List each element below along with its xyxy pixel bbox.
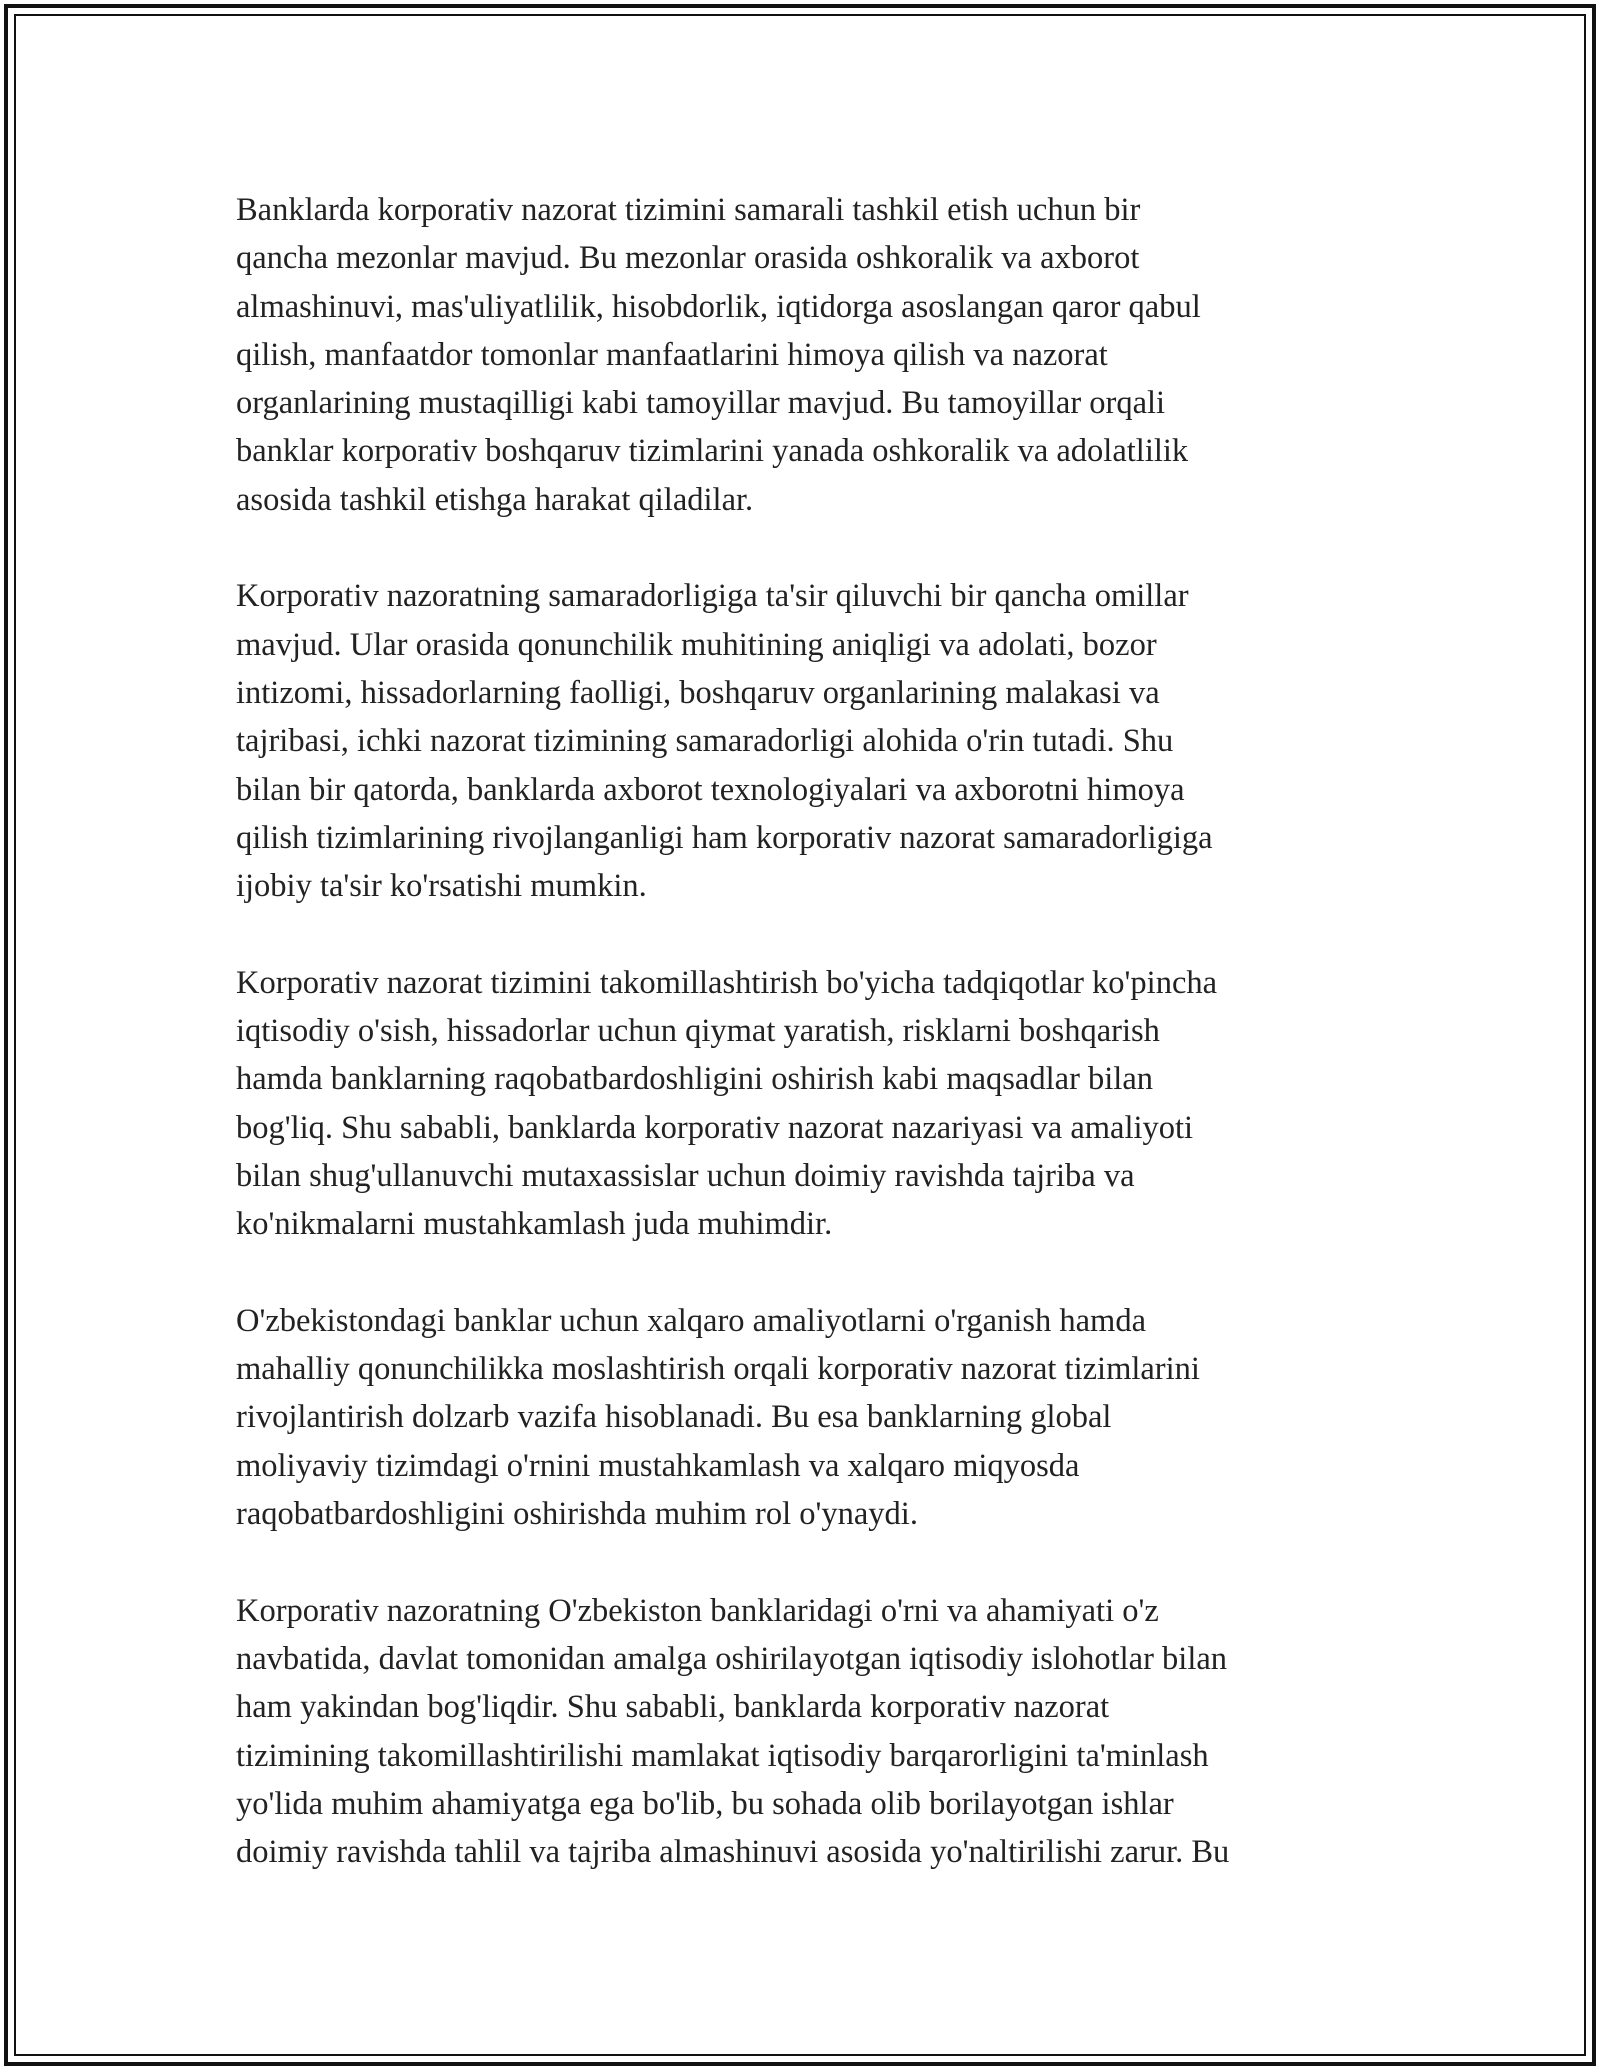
text-line: moliyaviy tizimdagi o'rnini mustahkamlash va xalqaro miqyosda [236,1447,1080,1484]
text-line: Korporativ nazoratning O'zbekiston banklaridagi o'rni va ahamiyati o'z [236,1592,1159,1629]
paragraph-1 [236,186,1366,524]
text-line: almashinuvi, mas'uliyatlilik, hisobdorlik, iqtidorga asoslangan qaror qabul [236,288,1201,325]
text-line: ko'nikmalarni mustahkamlash juda muhimdir. [236,1206,833,1243]
paragraph-5 [236,1587,1366,1877]
text-line: yo'lida muhim ahamiyatga ega bo'lib, bu sohada olib borilayotgan ishlar [236,1785,1174,1822]
text-line: doimiy ravishda tahlil va tajriba almashinuvi asosida yo'naltirilishi zarur. Bu [236,1834,1230,1871]
text-line: O'zbekistondagi banklar uchun xalqaro amaliyotlarni o'rganish hamda [236,1302,1147,1339]
text-line: Korporativ nazoratning samaradorligiga ta'sir qiluvchi bir qancha omillar [236,578,1189,615]
text-line: bilan bir qatorda, banklarda axborot texnologiyalari va axborotni himoya [236,771,1185,808]
text-line: banklar korporativ boshqaruv tizimlarini yanada oshkoralik va adolatlilik [236,433,1189,470]
paragraph-2 [236,572,1366,910]
text-line: raqobatbardoshligini oshirishda muhim rol o'ynaydi. [236,1496,918,1533]
text-line: tajribasi, ichki nazorat tizimining samaradorligi alohida o'rin tutadi. Shu [236,723,1174,760]
paragraph-3 [236,959,1366,1249]
text-line: tizimining takomillashtirilishi mamlakat iqtisodiy barqarorligini ta'minlash [236,1737,1209,1774]
text-line: qilish, manfaatdor tomonlar manfaatlarini himoya qilish va nazorat [236,336,1108,373]
text-line: bog'liq. Shu sababli, banklarda korporativ nazorat nazariyasi va amaliyoti [236,1109,1194,1146]
text-line: ham yakindan bog'liqdir. Shu sababli, banklarda korporativ nazorat [236,1689,1110,1726]
text-line: ijobiy ta'sir ko'rsatishi mumkin. [236,868,647,905]
paragraph-4 [236,1297,1366,1538]
text-line: bilan shug'ullanuvchi mutaxassislar uchun doimiy ravishda tajriba va [236,1157,1135,1194]
text-line: organlarining mustaqilligi kabi tamoyillar mavjud. Bu tamoyillar orqali [236,385,1166,422]
text-line: asosida tashkil etishga harakat qiladilar. [236,481,754,518]
text-line: Banklarda korporativ nazorat tizimini samarali tashkil etish uchun bir [236,192,1141,228]
text-line: qilish tizimlarining rivojlanganligi ham korporativ nazorat samaradorligiga [236,819,1213,856]
text-line: qancha mezonlar mavjud. Bu mezonlar orasida oshkoralik va axborot [236,240,1140,277]
text-line: mahalliy qonunchilikka moslashtirish orqali korporativ nazorat tizimlarini [236,1351,1200,1388]
text-line: navbatida, davlat tomonidan amalga oshirilayotgan iqtisodiy islohotlar bilan [236,1640,1228,1677]
text-line: iqtisodiy o'sish, hissadorlar uchun qiymat yaratish, risklarni boshqarish [236,1013,1160,1050]
text-line: intizomi, hissadorlarning faolligi, boshqaruv organlarining malakasi va [236,674,1160,711]
document-body [236,186,1366,1925]
text-line: hamda banklarning raqobatbardoshligini oshirish kabi maqsadlar bilan [236,1061,1153,1098]
text-line: Korporativ nazorat tizimini takomillashtirish bo'yicha tadqiqotlar ko'pincha [236,964,1218,1001]
text-line: rivojlantirish dolzarb vazifa hisoblanadi. Bu esa banklarning global [236,1399,1112,1436]
text-line: mavjud. Ular orasida qonunchilik muhitining aniqligi va adolati, bozor [236,626,1157,663]
